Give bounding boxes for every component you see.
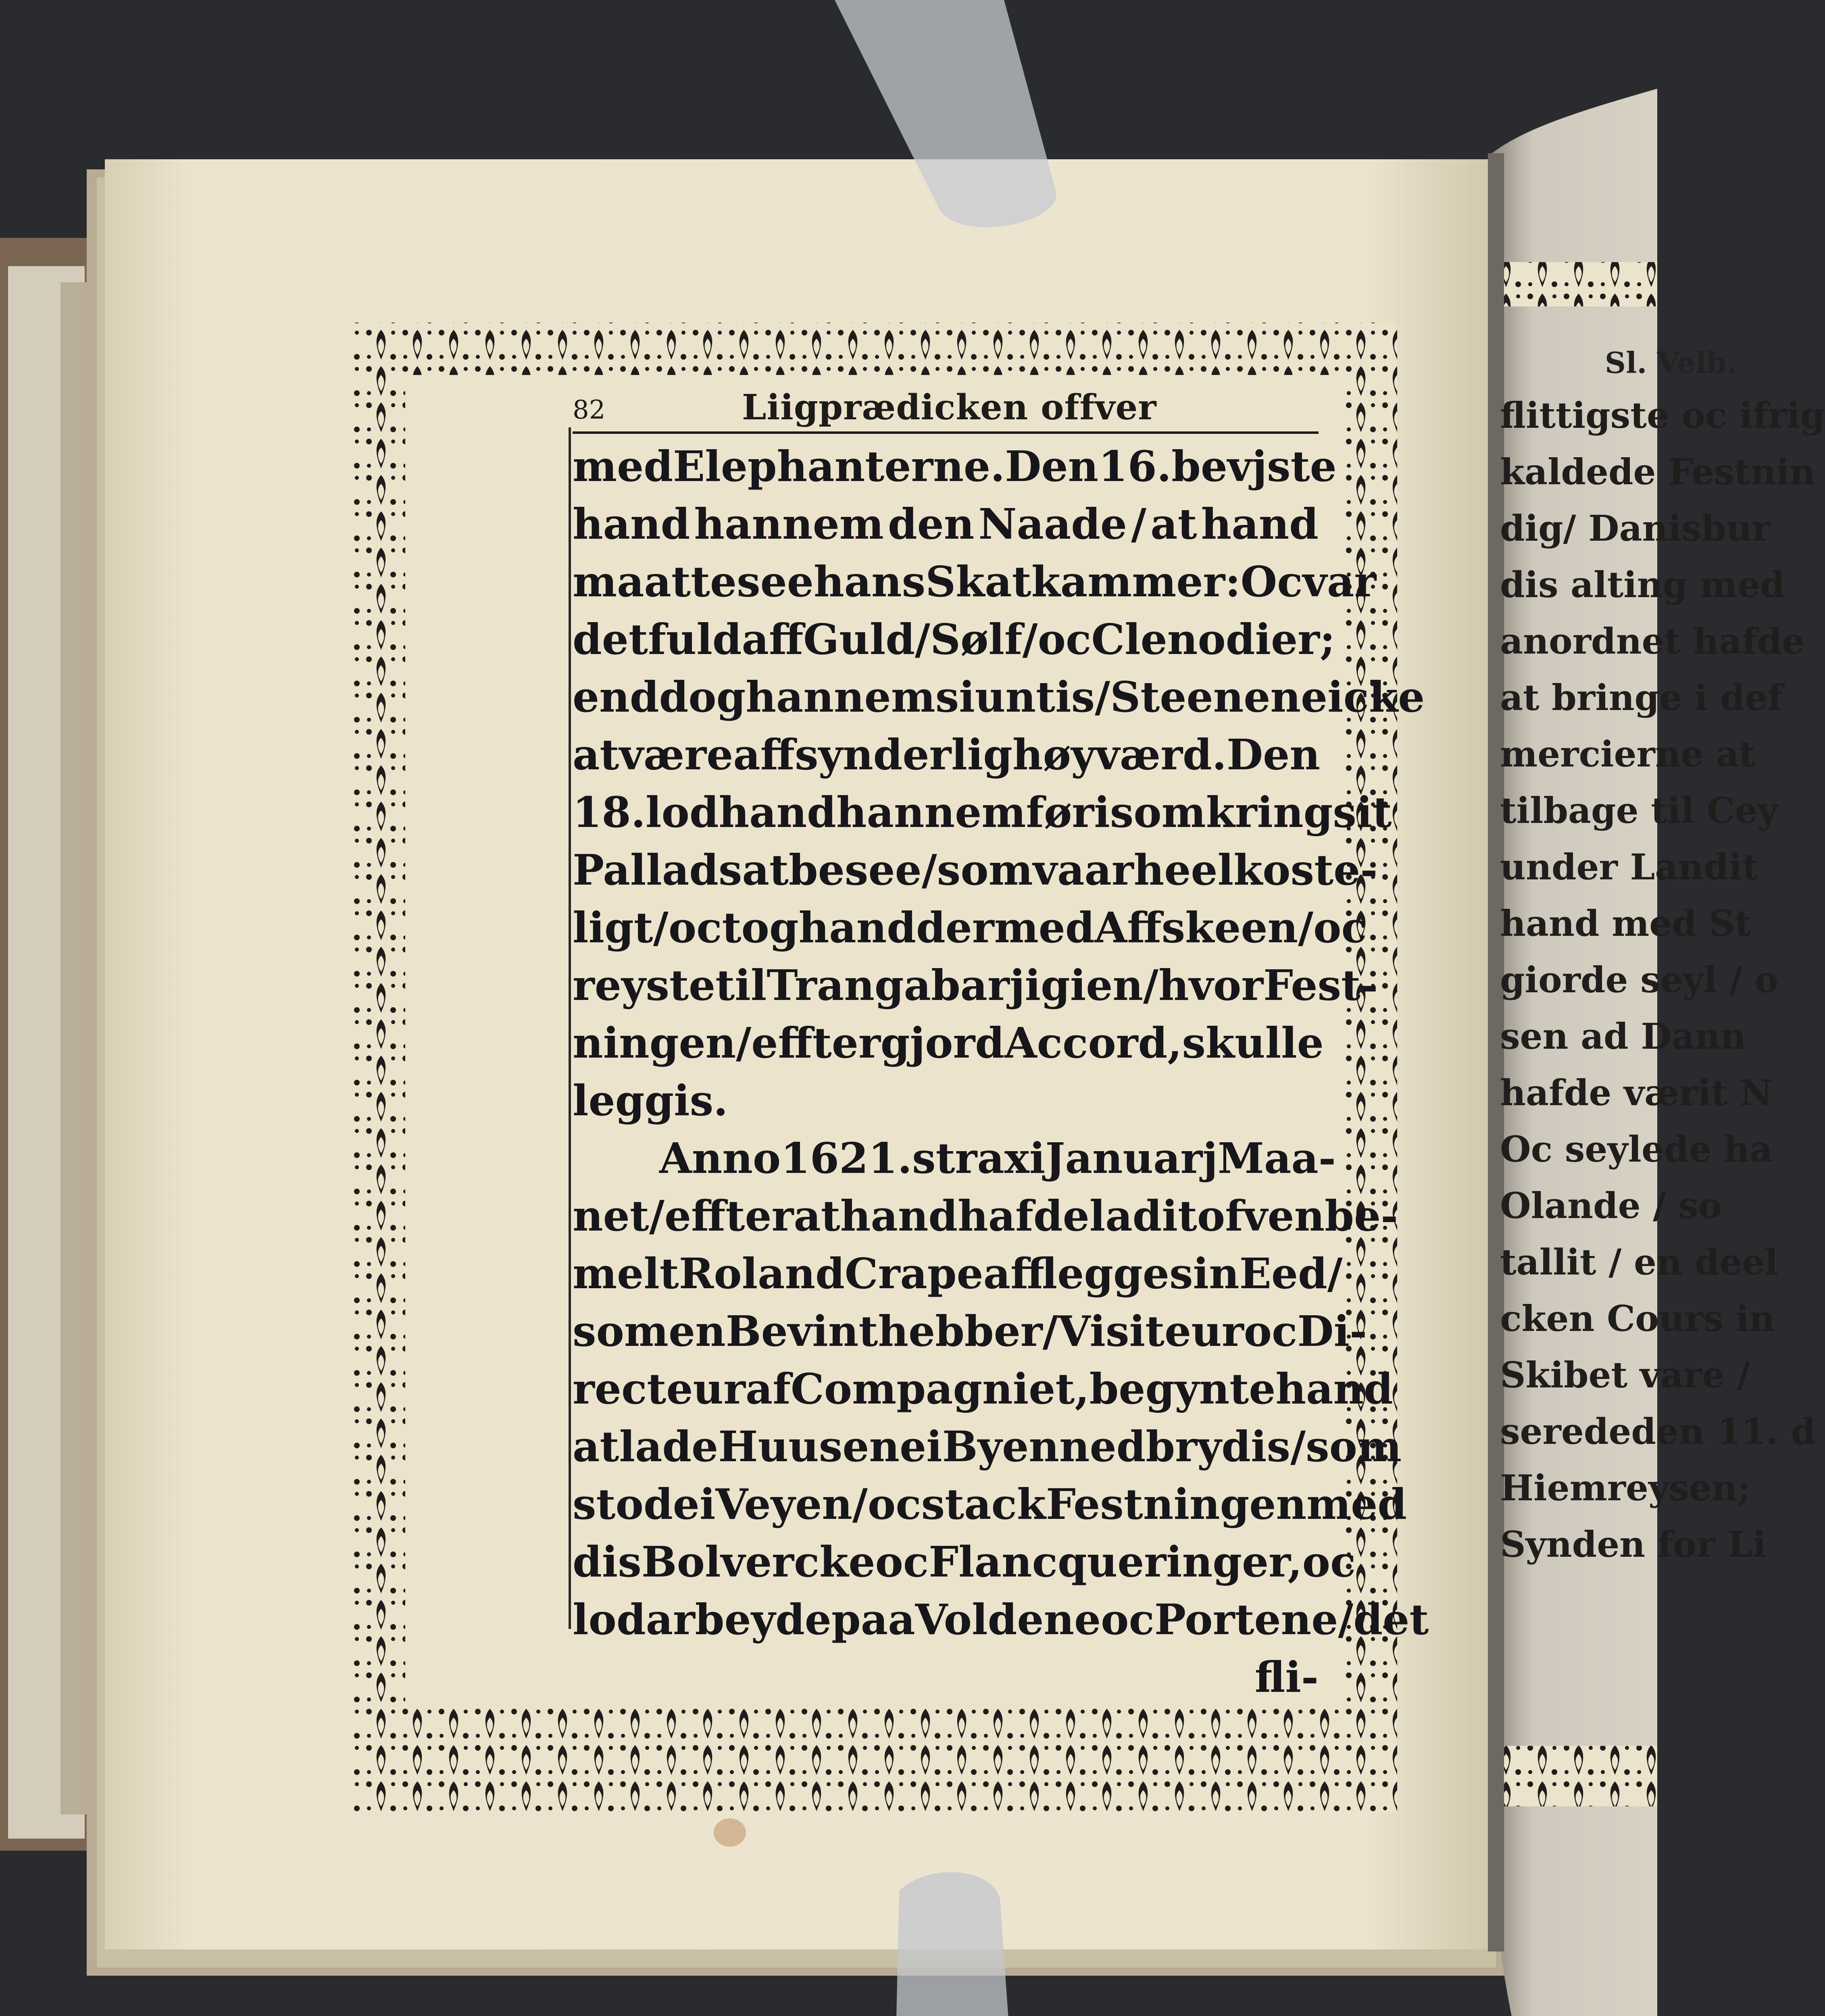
right-page-line: cken Cours in — [1500, 1297, 1775, 1339]
word: føris — [1026, 787, 1134, 837]
text-line — [573, 1187, 1398, 1245]
word: bevjste — [1171, 442, 1337, 491]
word: hand — [798, 903, 916, 952]
word: Trangabarj — [767, 960, 1025, 1010]
word: hannem — [746, 672, 935, 722]
text-line — [573, 1360, 1393, 1418]
word: Festningen — [1046, 1479, 1307, 1529]
word: nedbrydis/som — [1059, 1422, 1402, 1471]
word: Naade — [978, 499, 1127, 549]
word: hannem — [694, 499, 884, 549]
right-page-line: tilbage til Cey — [1500, 789, 1778, 831]
word: Veyen — [715, 1479, 852, 1529]
right-page-line: giorde seyl / o — [1500, 959, 1779, 1001]
right-page-line: Olande / so — [1500, 1185, 1722, 1227]
word: Huusene — [718, 1422, 927, 1471]
page-number: 82 — [573, 395, 606, 425]
text-line — [573, 956, 1378, 1014]
word: strax — [912, 1133, 1029, 1183]
word: Fest- — [1263, 960, 1378, 1010]
word: Januarj — [1045, 1133, 1218, 1183]
right-page-line: anordnet hafde — [1500, 620, 1805, 662]
word: Accord, — [1004, 1018, 1182, 1068]
word: Pallads — [573, 845, 742, 895]
text-line — [573, 1014, 1324, 1072]
word: en — [668, 1306, 726, 1356]
word: igien — [1025, 960, 1143, 1010]
right-page-line: mercierne at — [1500, 733, 1756, 775]
right-running-head: Sl. Velb. — [1605, 346, 1737, 380]
word: net — [573, 1191, 649, 1241]
word: lade — [619, 1422, 719, 1471]
word: oc — [1101, 1595, 1154, 1644]
word: / — [852, 1479, 868, 1529]
word: Crape — [844, 1249, 983, 1298]
word: arbeyde — [646, 1595, 831, 1644]
text-line — [573, 668, 1425, 726]
word: / — [1095, 672, 1110, 722]
word: siuntis — [935, 672, 1095, 722]
word: at — [794, 1191, 840, 1241]
text-line — [573, 610, 1335, 668]
word: / — [1022, 614, 1038, 664]
word: som — [937, 845, 1033, 895]
page-header — [573, 383, 1319, 434]
word: ladit — [1089, 1191, 1197, 1241]
text-line — [573, 841, 1378, 899]
word: lod — [645, 787, 719, 837]
word: Eed — [1239, 1249, 1327, 1298]
word: hand — [840, 1191, 958, 1241]
word: Steenene — [1110, 672, 1328, 722]
word: stode — [573, 1479, 700, 1529]
word: hannem — [836, 787, 1026, 837]
word: i — [926, 1422, 942, 1471]
word: koste- — [1233, 845, 1378, 895]
word: hand — [573, 499, 690, 549]
word: Sølf — [930, 614, 1023, 664]
word: at — [742, 845, 789, 895]
right-page-text — [1500, 339, 1825, 1629]
word: omkring — [1133, 787, 1333, 837]
word: aff — [742, 614, 804, 664]
word: med — [1306, 1479, 1407, 1529]
word: oc — [1302, 1537, 1356, 1587]
word: til — [715, 960, 767, 1010]
word: enddog — [573, 672, 746, 722]
word: Di- — [1297, 1306, 1367, 1356]
word: afflegge — [983, 1249, 1169, 1298]
word: Elephanterne. — [673, 442, 1005, 491]
word: oc — [668, 903, 722, 952]
word: / — [649, 1191, 665, 1241]
word: skulle — [1182, 1018, 1324, 1068]
word: maatte — [573, 557, 737, 606]
word: see — [737, 557, 814, 606]
text-line — [573, 1591, 1429, 1648]
word: Den — [1005, 442, 1099, 491]
word: reyste — [573, 960, 716, 1010]
word: den — [888, 499, 975, 549]
word: besee — [788, 845, 922, 895]
word: Roland — [679, 1249, 845, 1298]
word: hafde — [958, 1191, 1090, 1241]
text-line — [573, 1418, 1402, 1475]
word: / — [1298, 903, 1314, 952]
text-line — [573, 495, 1319, 553]
word: Compagniet, — [791, 1364, 1090, 1414]
word: det — [573, 614, 648, 664]
right-page-line: tallit / en deel — [1500, 1241, 1778, 1283]
word: i — [699, 1479, 716, 1529]
word: hand — [1275, 1364, 1393, 1414]
word: ligt — [573, 903, 653, 952]
word: oc — [1244, 1306, 1298, 1356]
word: gjord — [880, 1018, 1004, 1068]
word: / — [915, 614, 930, 664]
word: ofvenbe- — [1197, 1191, 1398, 1241]
word: / — [921, 845, 937, 895]
word: Maa- — [1217, 1133, 1336, 1183]
word: Flancqueringer, — [929, 1537, 1302, 1587]
body-text — [573, 437, 1429, 1706]
left-page-text — [573, 383, 1429, 1702]
word: dermed — [916, 903, 1095, 952]
word: / — [1327, 1249, 1343, 1298]
word: recteur — [573, 1364, 746, 1414]
right-page-line: hafde værit N — [1500, 1072, 1773, 1114]
word: Voldene — [915, 1595, 1101, 1644]
word: ningen — [573, 1018, 736, 1068]
word: fuld — [648, 614, 742, 664]
word: synderlig — [795, 730, 1013, 779]
text-line — [573, 553, 1377, 610]
word: sin — [1169, 1249, 1240, 1298]
word: oc — [1038, 614, 1092, 664]
right-page-line: sen ad Dann — [1500, 1015, 1746, 1057]
word: aff — [733, 730, 795, 779]
text-line — [573, 1533, 1356, 1591]
word: Affskeen — [1094, 903, 1298, 952]
word: paa — [831, 1595, 915, 1644]
right-page-line: dis alting med — [1500, 564, 1785, 606]
word: oc — [1313, 903, 1367, 952]
word: melt — [573, 1249, 679, 1298]
word: Guld — [803, 614, 915, 664]
word: icke — [1327, 672, 1425, 722]
word: Clenodier; — [1091, 614, 1335, 664]
word: / — [1131, 499, 1147, 549]
word: / — [1042, 1306, 1058, 1356]
right-page-lines — [1500, 387, 1825, 1572]
text-line: leggis. — [573, 1076, 728, 1125]
word: tog — [722, 903, 799, 952]
right-page-line: Skibet vare / — [1500, 1354, 1750, 1396]
right-page-line: Hiemreysen; — [1500, 1467, 1751, 1509]
text-line — [573, 1475, 1407, 1533]
right-page-line: kaldede Festnin — [1500, 451, 1816, 493]
word: at — [573, 730, 619, 779]
word: hans — [813, 557, 926, 606]
word: effter — [751, 1018, 881, 1068]
word: at — [1150, 499, 1197, 549]
word: lod — [573, 1595, 646, 1644]
text-line: fli- — [1254, 1652, 1319, 1702]
word: begynte — [1089, 1364, 1276, 1414]
word: effter — [664, 1191, 794, 1241]
word: i — [1029, 1133, 1046, 1183]
word: hvor — [1158, 960, 1264, 1010]
word: dis — [573, 1537, 642, 1587]
word: stack — [921, 1479, 1046, 1529]
word: som — [573, 1306, 669, 1356]
right-page-line: under Landit — [1500, 846, 1758, 888]
word: Skatkammer: — [925, 557, 1241, 606]
word: Portene/det — [1154, 1595, 1429, 1644]
word: hand — [1201, 499, 1319, 549]
word: vaar — [1033, 845, 1134, 895]
word: var — [1302, 557, 1377, 606]
word: Oc — [1240, 557, 1303, 606]
word: Anno — [659, 1133, 781, 1183]
right-page-line: hand med St — [1500, 902, 1751, 944]
word: Den — [1226, 730, 1320, 779]
right-page-line: Oc seylede ha — [1500, 1128, 1773, 1170]
word: / — [1143, 960, 1158, 1010]
word: heel — [1133, 845, 1234, 895]
word: hand — [719, 787, 836, 837]
text-line — [573, 437, 1337, 495]
word: Bolvercke — [641, 1537, 875, 1587]
right-page-line: serededen 11. d — [1500, 1410, 1816, 1452]
word: / — [653, 903, 669, 952]
word: være — [619, 730, 733, 779]
right-page-line: flittigste oc ifrig — [1500, 394, 1825, 436]
text-line — [573, 1129, 1336, 1187]
running-head: Liigprædicken offver — [742, 387, 1157, 428]
text-line — [573, 1302, 1367, 1360]
word: / — [736, 1018, 752, 1068]
word: af — [745, 1364, 791, 1414]
word: 18. — [573, 787, 646, 837]
word: oc — [867, 1479, 921, 1529]
word: Visiteur — [1058, 1306, 1244, 1356]
word: Bevinthebber — [725, 1306, 1043, 1356]
word: at — [573, 1422, 619, 1471]
word: med — [573, 442, 673, 491]
text-line — [573, 726, 1319, 783]
text-line — [573, 783, 1392, 841]
text-line — [573, 1245, 1343, 1302]
word: sit — [1333, 787, 1392, 837]
right-page-line: at bringe i def — [1500, 677, 1783, 719]
word: 16. — [1098, 442, 1172, 491]
word: 1621. — [781, 1133, 912, 1183]
word: høyværd. — [1012, 730, 1227, 779]
word: Byen — [942, 1422, 1059, 1471]
right-page-line: dig/ Danisbur — [1500, 507, 1771, 549]
right-page-line: Synden for Li — [1500, 1523, 1766, 1565]
word: oc — [875, 1537, 929, 1587]
text-line — [573, 899, 1367, 956]
